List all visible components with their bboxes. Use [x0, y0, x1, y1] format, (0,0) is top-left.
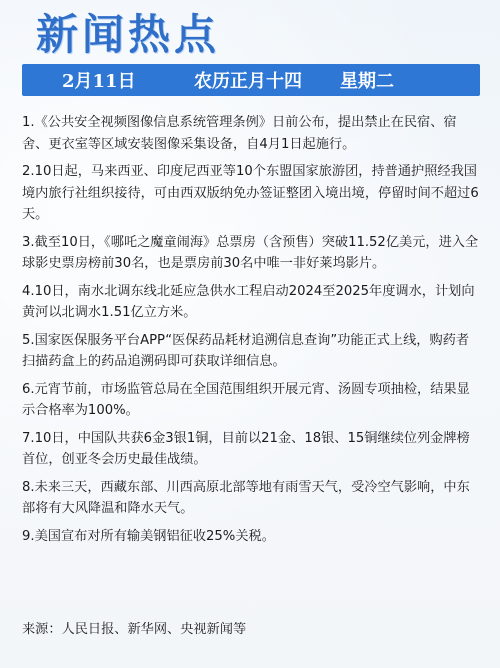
news-item-4: 4.10日，南水北调东线北延应急供水工程启动2024至2025年度调水，计划向黄河以北调水1.51亿立方米。: [22, 283, 475, 320]
news-item-5: 5.国家医保服务平台APP“医保药品耗材追溯信息查询”功能正式上线，购药者扫描药盒上的药品追溯码即可获取详细信息。: [22, 332, 470, 369]
page-title: 新闻热点: [36, 10, 221, 59]
news-list: [22, 112, 480, 553]
news-item-6: 6.元宵节前，市场监管总局在全国范围组织开展元宵、汤圆专项抽检，结果显示合格率为100%。: [22, 381, 470, 418]
date-lunar: 农历正月十四: [194, 71, 302, 92]
news-item-3: 3.截至10日，《哪吒之魔童闹海》总票房（含预售）突破11.52亿美元，进入全球影史票房榜前30名，也是票房前30名中唯一非好莱坞影片。: [22, 234, 479, 271]
news-item-7: 7.10日，中国队共获6金3银1铜，目前以21金、18银、15铜继续位列金牌榜首位，创亚冬会历史最佳战绩。: [22, 430, 470, 467]
date-solar: 2月11日: [62, 71, 136, 92]
news-item-8: 8.未来三天，西藏东部、川西高原北部等地有雨雪天气，受冷空气影响，中东部将有大风降温和降水天气。: [22, 479, 470, 516]
news-item-2: 2.10日起，马来西亚、印度尼西亚等10个东盟国家旅游团，持普通护照经我国境内旅行社组织接待，可由西双版纳免办签证整团入境出境，停留时间不超过6天。: [22, 164, 479, 222]
news-item-1: 1.《公共安全视频图像信息系统管理条例》日前公布，提出禁止在民宿、宿舍、更衣室等区域安装图像采集设备，自4月1日起施行。: [22, 115, 457, 152]
date-weekday: 星期二: [340, 71, 394, 92]
date-bar: [22, 64, 480, 96]
source-note: 来源：人民日报、新华网、央视新闻等: [22, 622, 247, 637]
news-item-9: 9.美国宣布对所有输美钢铝征收25%关税。: [22, 528, 275, 544]
